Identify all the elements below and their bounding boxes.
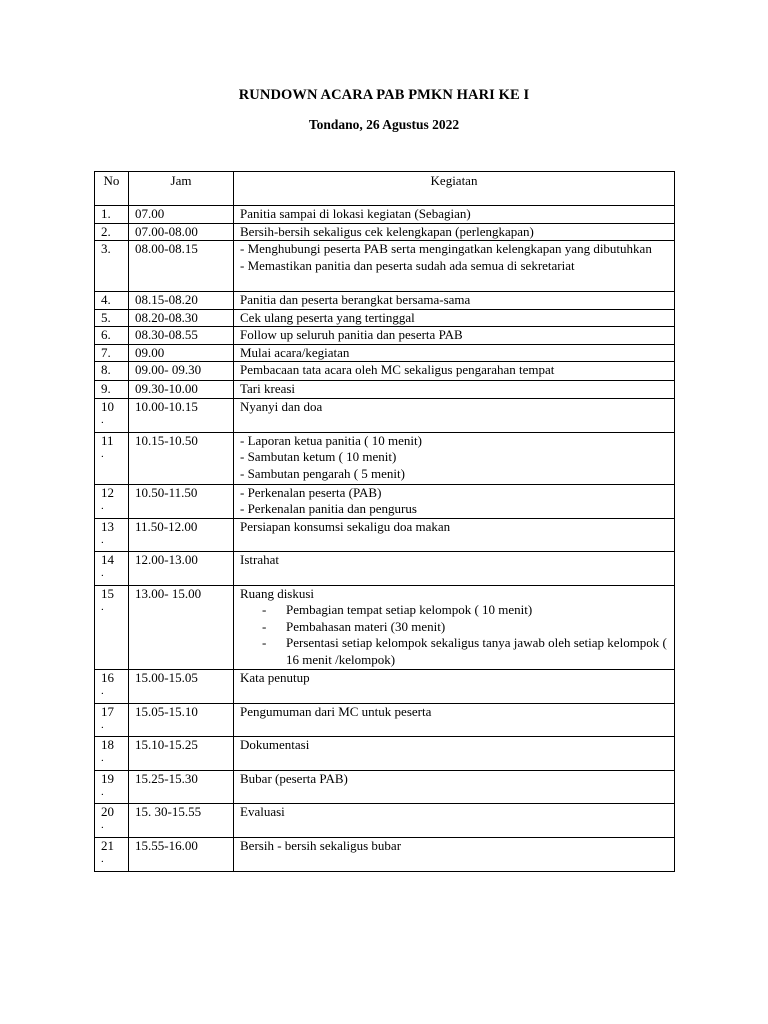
- activity-line: Mulai acara/kegiatan: [240, 344, 350, 360]
- table-row: [95, 585, 675, 669]
- row-number-text: 6.: [101, 327, 111, 342]
- row-number-text: 18: [101, 736, 114, 752]
- row-number-text: 9.: [101, 381, 111, 396]
- row-activity: [234, 398, 675, 432]
- table-row: [95, 381, 675, 399]
- row-number-dot: .: [101, 752, 104, 764]
- row-number-text: 14: [101, 551, 114, 567]
- activity-line: - Perkenalan peserta (PAB): [240, 484, 382, 500]
- table-row: [95, 736, 675, 770]
- row-time: 15.25-15.30: [129, 770, 234, 803]
- row-number-dot: .: [101, 853, 104, 865]
- activity-line: Tari kreasi: [240, 381, 296, 396]
- table-row: [95, 292, 675, 310]
- row-number-dot: .: [101, 685, 104, 697]
- row-time: 08.30-08.55: [129, 327, 234, 345]
- activity-sublist: [240, 602, 668, 668]
- row-number-dot: .: [101, 500, 104, 512]
- row-activity: [234, 206, 675, 224]
- row-time: 10.00-10.15: [129, 398, 234, 432]
- table-row: [95, 803, 675, 837]
- activity-line: Bersih - bersih sekaligus bubar: [240, 837, 402, 853]
- row-number-dot: .: [101, 601, 104, 613]
- row-time: 09.00- 09.30: [129, 362, 234, 381]
- activity-line: Pengumuman dari MC untuk peserta: [240, 703, 432, 719]
- row-activity: [234, 241, 675, 292]
- row-activity: [234, 703, 675, 736]
- row-number: [95, 551, 129, 585]
- activity-line: Bubar (peserta PAB): [240, 770, 348, 786]
- row-number: [95, 381, 129, 399]
- table-row: [95, 484, 675, 518]
- row-activity: [234, 551, 675, 585]
- row-number-dot: .: [101, 786, 104, 798]
- row-activity: [234, 344, 675, 362]
- table-row: [95, 362, 675, 381]
- row-time: 10.15-10.50: [129, 432, 234, 484]
- row-time: 15.55-16.00: [129, 837, 234, 871]
- row-number: [95, 484, 129, 518]
- table-row: [95, 551, 675, 585]
- row-number: [95, 703, 129, 736]
- row-activity: [234, 292, 675, 310]
- activity-line: Persiapan konsumsi sekaligu doa makan: [240, 518, 451, 534]
- table-row: [95, 432, 675, 484]
- row-number-text: 20: [101, 803, 114, 819]
- row-activity: [234, 223, 675, 241]
- row-time: 07.00-08.00: [129, 223, 234, 241]
- row-number: [95, 327, 129, 345]
- row-activity: [234, 518, 675, 551]
- row-time: 15.00-15.05: [129, 669, 234, 703]
- row-number-text: 7.: [101, 344, 111, 360]
- row-number: [95, 241, 129, 292]
- table-header-row: [95, 172, 675, 206]
- activity-line: Panitia dan peserta berangkat bersama-sama: [240, 292, 471, 307]
- row-number: [95, 344, 129, 362]
- activity-subitem: - Pembagian tempat setiap kelompok ( 10 menit): [262, 602, 668, 619]
- row-time: 08.20-08.30: [129, 309, 234, 327]
- row-activity: [234, 309, 675, 327]
- row-number: [95, 309, 129, 327]
- activity-line: Nyanyi dan doa: [240, 398, 323, 414]
- activity-line: Bersih-bersih sekaligus cek kelengkapan (perlengkapan): [240, 223, 534, 239]
- activity-line: Panitia sampai di lokasi kegiatan (Sebagian): [240, 206, 471, 221]
- row-number-text: 12: [101, 484, 114, 500]
- row-number: [95, 398, 129, 432]
- table-row: [95, 223, 675, 241]
- row-time: 07.00: [129, 206, 234, 224]
- table-body: [95, 206, 675, 872]
- table-row: [95, 327, 675, 345]
- table-row: [95, 398, 675, 432]
- row-time: 12.00-13.00: [129, 551, 234, 585]
- header-no: No: [95, 172, 129, 206]
- row-number-text: 3.: [101, 241, 111, 256]
- row-number-text: 13: [101, 518, 114, 534]
- activity-line: - Laporan ketua panitia ( 10 menit): [240, 432, 422, 448]
- row-time: 08.15-08.20: [129, 292, 234, 310]
- row-number-text: 8.: [101, 362, 111, 377]
- row-activity: [234, 770, 675, 803]
- row-activity: [234, 362, 675, 381]
- activity-line: Istrahat: [240, 551, 279, 567]
- row-activity: [234, 327, 675, 345]
- row-number: [95, 223, 129, 241]
- activity-line: Kata penutup: [240, 669, 310, 685]
- row-number-text: 5.: [101, 309, 111, 325]
- table-row: [95, 518, 675, 551]
- row-activity: [234, 803, 675, 837]
- row-activity: [234, 585, 675, 669]
- row-activity: [234, 484, 675, 518]
- activity-line: - Sambutan pengarah ( 5 menit): [240, 465, 405, 481]
- row-time: 15. 30-15.55: [129, 803, 234, 837]
- row-number: [95, 362, 129, 381]
- activity-subitem: - Pembahasan materi (30 menit): [262, 619, 668, 636]
- table-row: [95, 837, 675, 871]
- activity-line: Pembacaan tata acara oleh MC sekaligus pengarahan tempat: [240, 362, 555, 377]
- row-number-text: 16: [101, 669, 114, 685]
- row-number: [95, 770, 129, 803]
- activity-line: Follow up seluruh panitia dan peserta PAB: [240, 327, 463, 342]
- row-number: [95, 206, 129, 224]
- activity-line: - Memastikan panitia dan peserta sudah ada semua di sekretariat: [240, 257, 575, 273]
- row-number-dot: .: [101, 414, 104, 426]
- row-activity: [234, 432, 675, 484]
- table-row: [95, 241, 675, 292]
- row-number-text: 21: [101, 837, 114, 853]
- row-activity: [234, 381, 675, 399]
- table-row: [95, 703, 675, 736]
- row-time: 15.10-15.25: [129, 736, 234, 770]
- row-time: 09.00: [129, 344, 234, 362]
- row-number: [95, 518, 129, 551]
- activity-line: Ruang diskusi: [240, 585, 315, 601]
- row-number-text: 17: [101, 703, 114, 719]
- row-time: 11.50-12.00: [129, 518, 234, 551]
- row-activity: [234, 837, 675, 871]
- row-time: 13.00- 15.00: [129, 585, 234, 669]
- row-number-dot: .: [101, 448, 104, 460]
- row-time: 09.30-10.00: [129, 381, 234, 399]
- row-number: [95, 292, 129, 310]
- document-title: RUNDOWN ACARA PAB PMKN HARI KE I: [238, 87, 530, 103]
- row-number-text: 2.: [101, 223, 111, 239]
- row-number-dot: .: [101, 819, 104, 831]
- activity-subitem: - Persentasi setiap kelompok sekaligus tanya jawab oleh setiap kelompok ( 16 menit /kelompok): [262, 635, 668, 668]
- table-row: [95, 669, 675, 703]
- row-number-text: 19: [101, 770, 114, 786]
- table-row: [95, 344, 675, 362]
- row-number: [95, 432, 129, 484]
- row-number: [95, 669, 129, 703]
- row-number-dot: .: [101, 567, 104, 579]
- activity-line: - Sambutan ketum ( 10 menit): [240, 449, 397, 464]
- row-activity: [234, 669, 675, 703]
- row-number-text: 1.: [101, 206, 111, 221]
- row-number-dot: .: [101, 719, 104, 731]
- row-time: 08.00-08.15: [129, 241, 234, 292]
- row-number: [95, 837, 129, 871]
- table-row: [95, 309, 675, 327]
- row-number: [95, 585, 129, 669]
- row-number-text: 11: [101, 432, 114, 448]
- row-number-text: 10: [101, 398, 114, 414]
- header-kegiatan: Kegiatan: [234, 172, 675, 206]
- table-row: [95, 206, 675, 224]
- row-number: [95, 803, 129, 837]
- document-subtitle: Tondano, 26 Agustus 2022: [308, 117, 460, 132]
- activity-line: Evaluasi: [240, 803, 285, 819]
- rundown-table: [94, 171, 675, 872]
- row-number-dot: .: [101, 534, 104, 546]
- activity-line: - Menghubungi peserta PAB serta mengingatkan kelengkapan yang dibutuhkan: [240, 241, 652, 256]
- row-number-text: 15: [101, 585, 114, 601]
- row-activity: [234, 736, 675, 770]
- header-jam: Jam: [129, 172, 234, 206]
- activity-line: Dokumentasi: [240, 736, 310, 752]
- row-number-text: 4.: [101, 292, 111, 307]
- row-time: 15.05-15.10: [129, 703, 234, 736]
- table-row: [95, 770, 675, 803]
- row-number: [95, 736, 129, 770]
- activity-line: Cek ulang peserta yang tertinggal: [240, 309, 415, 325]
- row-time: 10.50-11.50: [129, 484, 234, 518]
- activity-line: - Perkenalan panitia dan pengurus: [240, 501, 417, 516]
